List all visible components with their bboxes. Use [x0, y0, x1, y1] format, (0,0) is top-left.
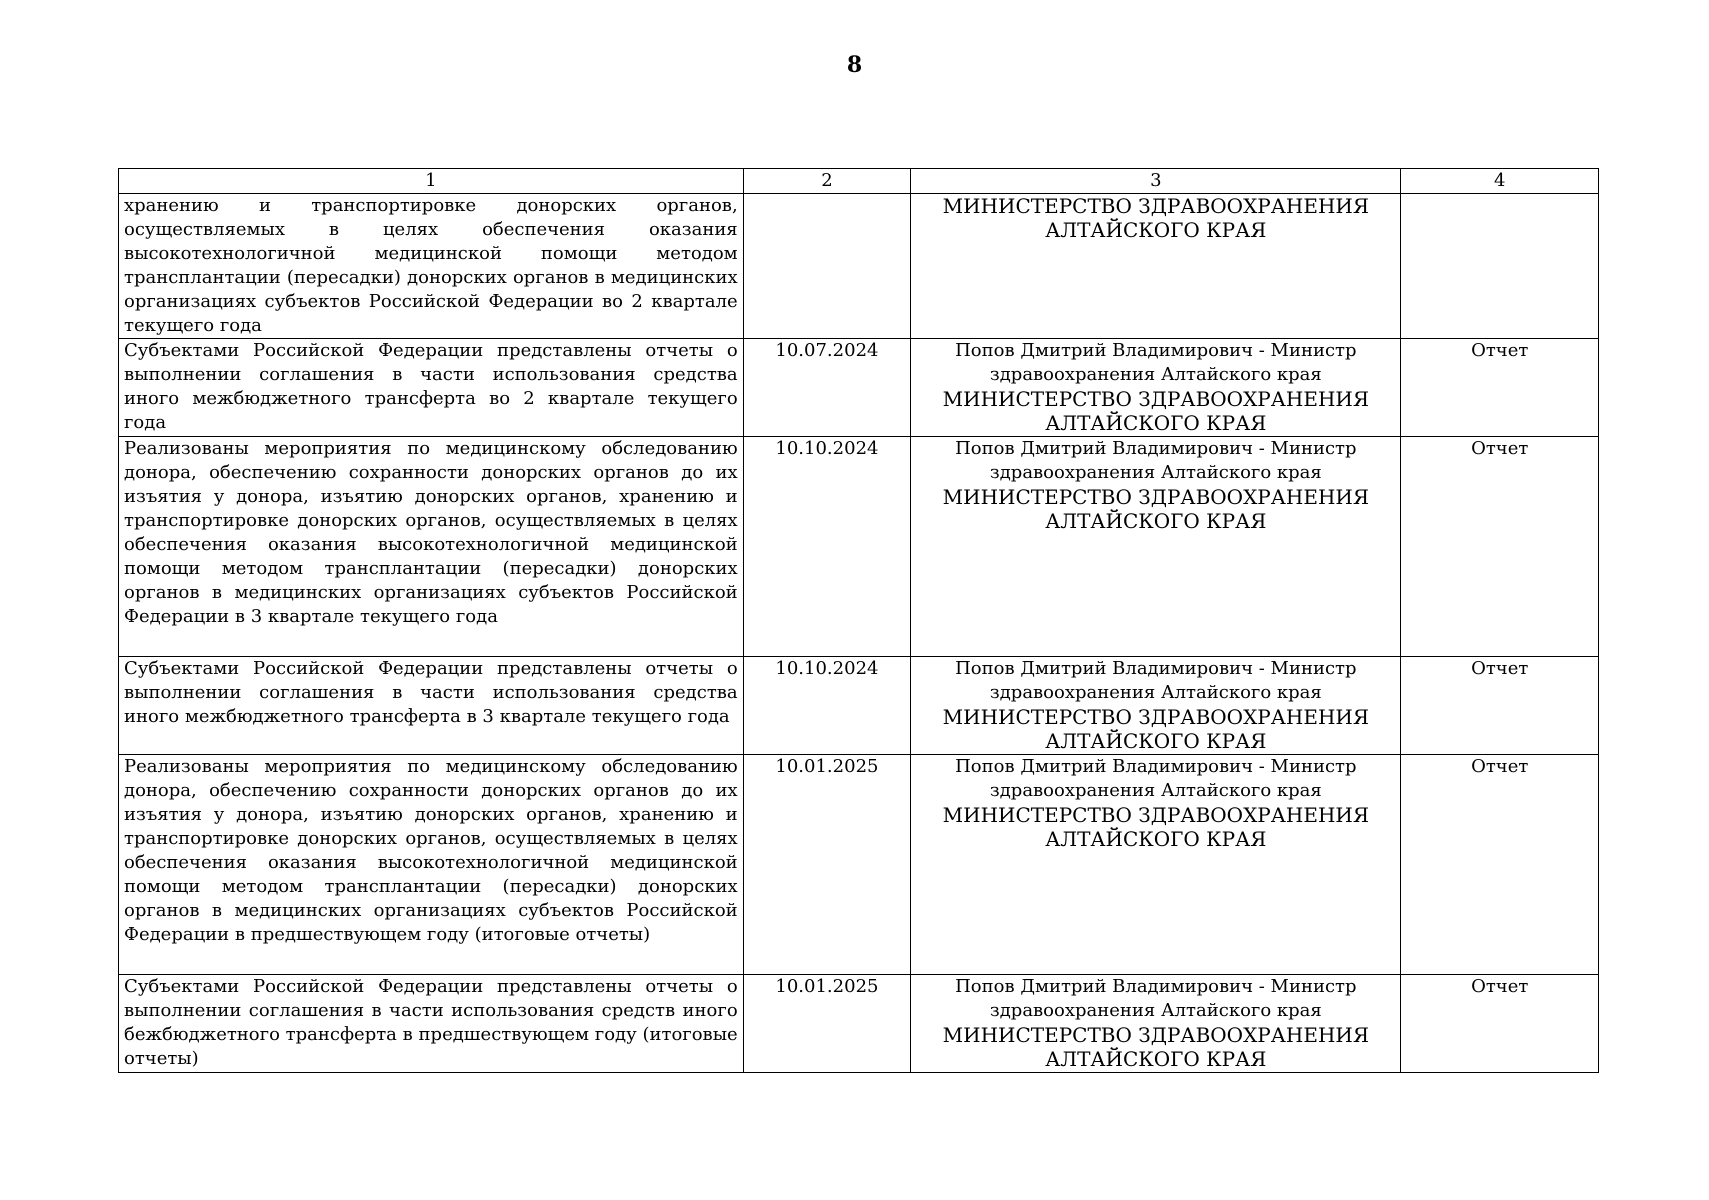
- responsible-cell: [911, 437, 1401, 657]
- event-date: 10.01.2025: [743, 975, 911, 1073]
- column-header: 1: [119, 169, 744, 194]
- responsible-person: Попов Дмитрий Владимирович - Министр здравоохранения Алтайского края: [955, 756, 1357, 801]
- event-date: 10.01.2025: [743, 755, 911, 975]
- table-row: [119, 975, 1599, 1073]
- event-description: Субъектами Российской Федерации представлены отчеты о выполнении соглашения в части использования средства иного межбюджетного трансферта в 3 квартале текущего года: [119, 657, 744, 755]
- document-type: Отчет: [1401, 657, 1599, 755]
- document-type: Отчет: [1401, 339, 1599, 437]
- event-description: хранению и транспортировке донорских органов, осуществляемых в целях обеспечения оказания высокотехнологичной медицинской помощи методом трансплантации (пересадки) донорских органов в медицинских организациях субъектов Российской Федерации во 2 квартале текущего года: [119, 194, 744, 339]
- event-description: Субъектами Российской Федерации представлены отчеты о выполнении соглашения в части использования средства иного межбюджетного трансферта во 2 квартале текущего года: [119, 339, 744, 437]
- document-type: Отчет: [1401, 437, 1599, 657]
- event-date: 10.10.2024: [743, 437, 911, 657]
- responsible-person: Попов Дмитрий Владимирович - Министр здравоохранения Алтайского края: [955, 438, 1357, 483]
- header-row: [119, 169, 1599, 194]
- responsible-cell: [911, 194, 1401, 339]
- plan-table: [118, 168, 1599, 1073]
- table-row: [119, 755, 1599, 975]
- responsible-org: МИНИСТЕРСТВО ЗДРАВООХРАНЕНИЯ АЛТАЙСКОГО КРАЯ: [942, 387, 1369, 435]
- table-row: [119, 437, 1599, 657]
- table-row: [119, 657, 1599, 755]
- responsible-person: Попов Дмитрий Владимирович - Министр здравоохранения Алтайского края: [955, 340, 1357, 385]
- event-description: Реализованы мероприятия по медицинскому обследованию донора, обеспечению сохранности донорских органов до их изъятия у донора, изъятию донорских органов, хранению и транспортировке донорских органов, осуществляемых в целях обеспечения оказания высокотехнологичной медицинской помощи методом трансплантации (пересадки) донорских органов в медицинских организациях субъектов Российской Федерации в 3 квартале текущего года: [119, 437, 744, 657]
- responsible-org: МИНИСТЕРСТВО ЗДРАВООХРАНЕНИЯ АЛТАЙСКОГО КРАЯ: [942, 485, 1369, 533]
- event-date: 10.10.2024: [743, 657, 911, 755]
- responsible-cell: [911, 755, 1401, 975]
- event-description: Реализованы мероприятия по медицинскому обследованию донора, обеспечению сохранности донорских органов до их изъятия у донора, изъятию донорских органов, хранению и транспортировке донорских органов, осуществляемых в целях обеспечения оказания высокотехнологичной медицинской помощи методом трансплантации (пересадки) донорских органов в медицинских организациях субъектов Российской Федерации в предшествующем году (итоговые отчеты): [119, 755, 744, 975]
- responsible-cell: [911, 339, 1401, 437]
- column-header: 2: [743, 169, 911, 194]
- responsible-cell: [911, 657, 1401, 755]
- column-header: 3: [911, 169, 1401, 194]
- responsible-person: Попов Дмитрий Владимирович - Министр здравоохранения Алтайского края: [955, 976, 1357, 1021]
- document-type: [1401, 194, 1599, 339]
- table-row: [119, 339, 1599, 437]
- event-date: [743, 194, 911, 339]
- page-number: 8: [846, 52, 863, 78]
- event-description: Субъектами Российской Федерации представлены отчеты о выполнении соглашения в части использования средств иного бежбюджетного трансферта в предшествующем году (итоговые отчеты): [119, 975, 744, 1073]
- responsible-person: Попов Дмитрий Владимирович - Министр здравоохранения Алтайского края: [955, 658, 1357, 703]
- responsible-org: МИНИСТЕРСТВО ЗДРАВООХРАНЕНИЯ АЛТАЙСКОГО КРАЯ: [942, 803, 1369, 851]
- document-type: Отчет: [1401, 755, 1599, 975]
- responsible-org: МИНИСТЕРСТВО ЗДРАВООХРАНЕНИЯ АЛТАЙСКОГО КРАЯ: [942, 1023, 1369, 1071]
- responsible-org: МИНИСТЕРСТВО ЗДРАВООХРАНЕНИЯ АЛТАЙСКОГО КРАЯ: [942, 194, 1369, 242]
- event-date: 10.07.2024: [743, 339, 911, 437]
- table-row: [119, 194, 1599, 339]
- column-header: 4: [1401, 169, 1599, 194]
- document-type: Отчет: [1401, 975, 1599, 1073]
- responsible-org: МИНИСТЕРСТВО ЗДРАВООХРАНЕНИЯ АЛТАЙСКОГО КРАЯ: [942, 705, 1369, 753]
- responsible-cell: [911, 975, 1401, 1073]
